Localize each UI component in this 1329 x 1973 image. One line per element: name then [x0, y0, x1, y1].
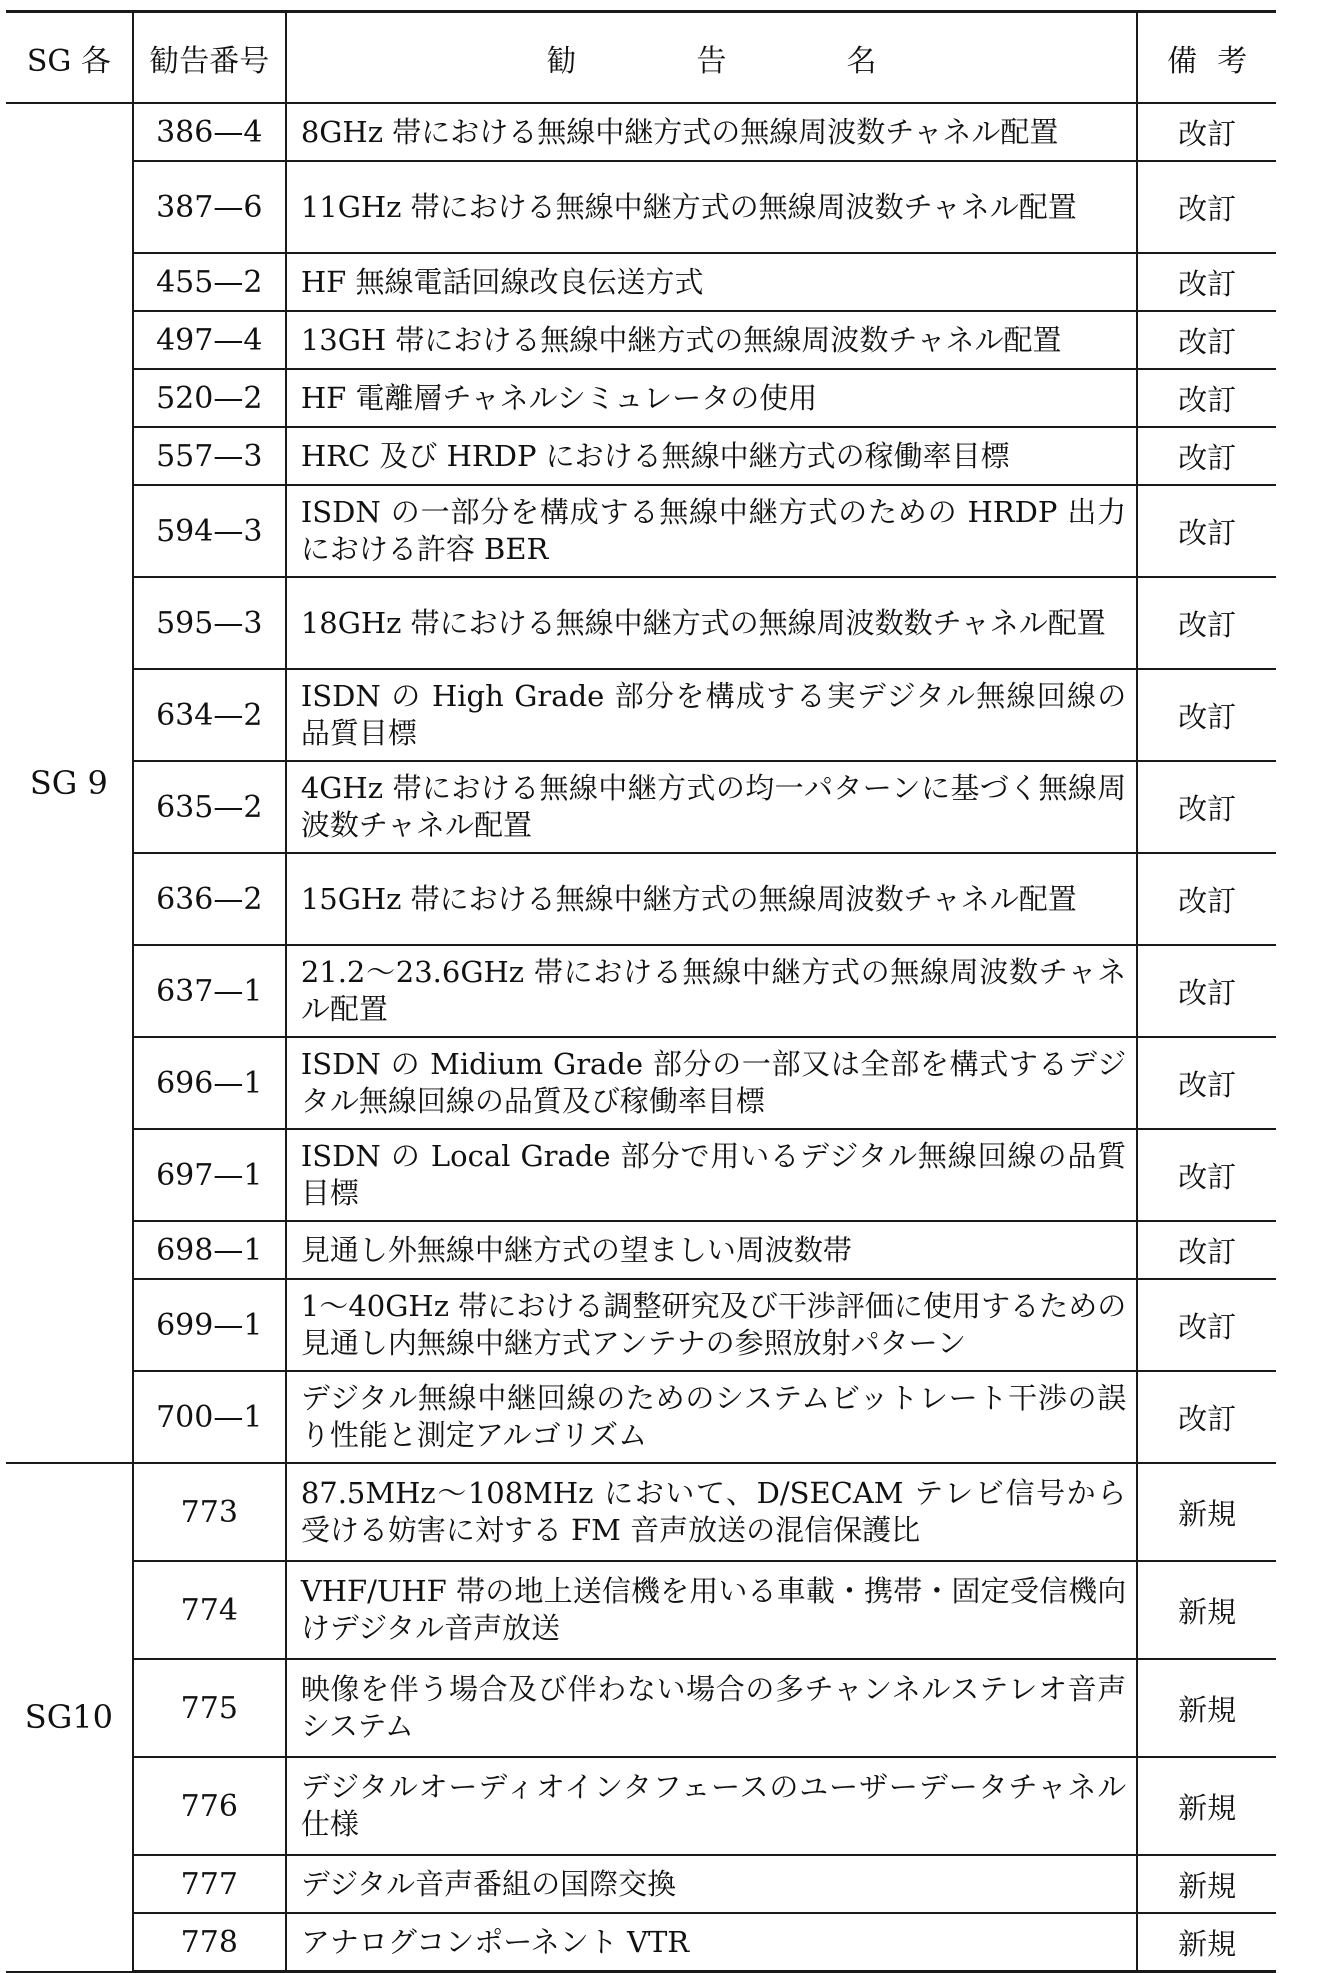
remark: 新規 [1137, 1757, 1276, 1855]
recommendation-number: 776 [133, 1757, 286, 1855]
recommendation-name: 映像を伴う場合及び伴わない場合の多チャンネルステレオ音声システム [286, 1659, 1137, 1757]
recommendation-name: 87.5MHz～108MHz において、D/SECAM テレビ信号から受ける妨害に対する FM 音声放送の混信保護比 [286, 1463, 1137, 1561]
recommendation-number: 557—3 [133, 427, 286, 485]
table-row [6, 253, 1276, 311]
recommendation-number: 594—3 [133, 485, 286, 577]
header-sg: SG 各 [6, 12, 133, 104]
recommendation-name: 13GH 帯における無線中継方式の無線周波数チャネル配置 [286, 311, 1137, 369]
header-number: 勧告番号 [133, 12, 286, 104]
table-row [6, 945, 1276, 1037]
recommendation-number: 595—3 [133, 577, 286, 669]
table-row [6, 1279, 1276, 1371]
remark: 新規 [1137, 1561, 1276, 1659]
recommendation-name: 21.2～23.6GHz 帯における無線中継方式の無線周波数チャネル配置 [286, 945, 1137, 1037]
remark: 改訂 [1137, 577, 1276, 669]
table-body [6, 103, 1276, 1972]
remark: 改訂 [1137, 761, 1276, 853]
recommendation-name: アナログコンポーネント VTR [286, 1913, 1137, 1972]
table-row [6, 369, 1276, 427]
table-row [6, 1855, 1276, 1913]
recommendation-name: HF 無線電話回線改良伝送方式 [286, 253, 1137, 311]
remark: 改訂 [1137, 1037, 1276, 1129]
recommendation-name: ISDN の Midium Grade 部分の一部又は全部を構式するデジタル無線回線の品質及び稼働率目標 [286, 1037, 1137, 1129]
table-row [6, 1463, 1276, 1561]
table-row [6, 311, 1276, 369]
table-row [6, 853, 1276, 945]
study-group-cell: SG10 [6, 1463, 133, 1972]
header-note: 備考 [1137, 12, 1276, 104]
remark: 改訂 [1137, 427, 1276, 485]
table-row [6, 1037, 1276, 1129]
recommendation-number: 699—1 [133, 1279, 286, 1371]
recommendation-number: 497—4 [133, 311, 286, 369]
table-row [6, 485, 1276, 577]
recommendation-number: 386—4 [133, 103, 286, 161]
recommendation-name: 15GHz 帯における無線中継方式の無線周波数チャネル配置 [286, 853, 1137, 945]
remark: 改訂 [1137, 1371, 1276, 1463]
recommendation-number: 773 [133, 1463, 286, 1561]
recommendation-name: 見通し外無線中継方式の望ましい周波数帯 [286, 1221, 1137, 1279]
remark: 新規 [1137, 1913, 1276, 1972]
recommendation-name: ISDN の一部分を構成する無線中継方式のための HRDP 出力における許容 BER [286, 485, 1137, 577]
remark: 改訂 [1137, 669, 1276, 761]
remark: 改訂 [1137, 853, 1276, 945]
recommendation-name: デジタルオーディオインタフェースのユーザーデータチャネル仕様 [286, 1757, 1137, 1855]
recommendation-name: ISDN の High Grade 部分を構成する実デジタル無線回線の品質目標 [286, 669, 1137, 761]
remark: 改訂 [1137, 103, 1276, 161]
recommendation-name: 11GHz 帯における無線中継方式の無線周波数チャネル配置 [286, 161, 1137, 253]
table-row [6, 577, 1276, 669]
study-group-cell: SG 9 [6, 103, 133, 1463]
remark: 改訂 [1137, 161, 1276, 253]
recommendation-number: 455—2 [133, 253, 286, 311]
remark: 改訂 [1137, 1129, 1276, 1221]
remark: 改訂 [1137, 369, 1276, 427]
remark: 改訂 [1137, 311, 1276, 369]
header-row [6, 12, 1276, 104]
recommendation-number: 777 [133, 1855, 286, 1913]
table-row [6, 1371, 1276, 1463]
remark: 新規 [1137, 1659, 1276, 1757]
table-row [6, 1561, 1276, 1659]
recommendation-name: デジタル無線中継回線のためのシステムビットレート干渉の誤り性能と測定アルゴリズム [286, 1371, 1137, 1463]
remark: 改訂 [1137, 253, 1276, 311]
remark: 改訂 [1137, 945, 1276, 1037]
recommendation-name: 8GHz 帯における無線中継方式の無線周波数チャネル配置 [286, 103, 1137, 161]
table-row [6, 761, 1276, 853]
recommendation-name: 18GHz 帯における無線中継方式の無線周波数数チャネル配置 [286, 577, 1137, 669]
recommendation-name: 4GHz 帯における無線中継方式の均一パターンに基づく無線周波数チャネル配置 [286, 761, 1137, 853]
table-row [6, 427, 1276, 485]
recommendation-name: デジタル音声番組の国際交換 [286, 1855, 1137, 1913]
recommendation-number: 775 [133, 1659, 286, 1757]
recommendation-name: 1～40GHz 帯における調整研究及び干渉評価に使用するための見通し内無線中継方式アンテナの参照放射パターン [286, 1279, 1137, 1371]
remark: 新規 [1137, 1463, 1276, 1561]
recommendation-number: 700—1 [133, 1371, 286, 1463]
recommendation-number: 698—1 [133, 1221, 286, 1279]
recommendation-number: 774 [133, 1561, 286, 1659]
table-row [6, 1221, 1276, 1279]
recommendation-name: ISDN の Local Grade 部分で用いるデジタル無線回線の品質目標 [286, 1129, 1137, 1221]
recommendation-name: HRC 及び HRDP における無線中継方式の稼働率目標 [286, 427, 1137, 485]
table-row [6, 1659, 1276, 1757]
recommendation-number: 520—2 [133, 369, 286, 427]
table-row [6, 1913, 1276, 1972]
recommendation-number: 387—6 [133, 161, 286, 253]
remark: 新規 [1137, 1855, 1276, 1913]
table-row [6, 669, 1276, 761]
recommendation-number: 778 [133, 1913, 286, 1972]
recommendation-table [6, 10, 1276, 1973]
remark: 改訂 [1137, 485, 1276, 577]
recommendation-number: 634—2 [133, 669, 286, 761]
recommendation-number: 635—2 [133, 761, 286, 853]
remark: 改訂 [1137, 1221, 1276, 1279]
recommendation-number: 636—2 [133, 853, 286, 945]
recommendation-name: HF 電離層チャネルシミュレータの使用 [286, 369, 1137, 427]
table-row [6, 161, 1276, 253]
header-name: 勧告名 [286, 12, 1137, 104]
recommendation-number: 696—1 [133, 1037, 286, 1129]
table-row [6, 103, 1276, 161]
table-row [6, 1129, 1276, 1221]
remark: 改訂 [1137, 1279, 1276, 1371]
recommendation-number: 697—1 [133, 1129, 286, 1221]
table-row [6, 1757, 1276, 1855]
recommendation-number: 637—1 [133, 945, 286, 1037]
recommendation-name: VHF/UHF 帯の地上送信機を用いる車載・携帯・固定受信機向けデジタル音声放送 [286, 1561, 1137, 1659]
